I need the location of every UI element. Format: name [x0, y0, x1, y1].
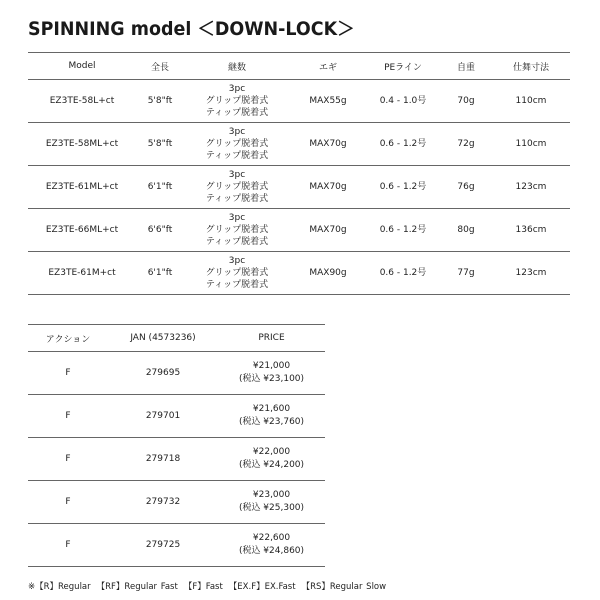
pe-cell: 0.6 - 1.2号	[366, 209, 440, 252]
grip-text: グリップ脱着式	[205, 139, 269, 149]
pe-cell: 0.6 - 1.2号	[366, 166, 440, 209]
grip-text: グリップ脱着式	[205, 225, 269, 235]
weight-cell: 77g	[440, 252, 492, 295]
header-price: PRICE	[218, 325, 325, 352]
pieces-text: 3pc	[228, 84, 246, 94]
length-cell: 6'6"ft	[136, 209, 184, 252]
header-model: Model	[28, 53, 136, 80]
joint-cell	[184, 209, 290, 252]
spec-row	[28, 166, 570, 209]
price-row	[28, 524, 325, 567]
price-row	[28, 352, 325, 395]
price-cell	[218, 352, 325, 395]
tip-text: ティップ脱着式	[205, 151, 269, 161]
model-cell: EZ3TE-61ML+ct	[28, 166, 136, 209]
price-row	[28, 395, 325, 438]
legend-item-regular-slow: 【RS】Regular Slow	[301, 582, 387, 592]
model-cell: EZ3TE-61M+ct	[28, 252, 136, 295]
closed-length-cell: 110cm	[492, 80, 570, 123]
tip-text: ティップ脱着式	[205, 108, 269, 118]
egi-cell: MAX90g	[290, 252, 366, 295]
joint-cell	[184, 166, 290, 209]
header-closed-length: 仕舞寸法	[492, 53, 570, 80]
pe-cell: 0.6 - 1.2号	[366, 252, 440, 295]
price-cell	[218, 524, 325, 567]
price-table	[28, 324, 325, 567]
grip-text: グリップ脱着式	[205, 182, 269, 192]
grip-text: グリップ脱着式	[205, 96, 269, 106]
tax-included-text: (税込 ¥25,300)	[238, 503, 305, 513]
jan-cell: 279718	[108, 438, 218, 481]
egi-cell: MAX70g	[290, 166, 366, 209]
closed-length-cell: 123cm	[492, 166, 570, 209]
length-cell: 5'8"ft	[136, 123, 184, 166]
pe-cell: 0.4 - 1.0号	[366, 80, 440, 123]
pieces-text: 3pc	[228, 170, 246, 180]
weight-cell: 70g	[440, 80, 492, 123]
egi-cell: MAX70g	[290, 209, 366, 252]
joint-cell	[184, 252, 290, 295]
price-header-row	[28, 325, 325, 352]
tip-text: ティップ脱着式	[205, 280, 269, 290]
tax-included-text: (税込 ¥23,760)	[238, 417, 305, 427]
pieces-text: 3pc	[228, 213, 246, 223]
header-pe-line: PEライン	[366, 53, 440, 80]
weight-cell: 72g	[440, 123, 492, 166]
model-cell: EZ3TE-66ML+ct	[28, 209, 136, 252]
header-jan: JAN (4573236)	[108, 325, 218, 352]
action-cell: F	[28, 524, 108, 567]
price-text: ¥21,600	[252, 404, 291, 414]
header-weight: 自重	[440, 53, 492, 80]
action-cell: F	[28, 352, 108, 395]
egi-cell: MAX70g	[290, 123, 366, 166]
pieces-text: 3pc	[228, 127, 246, 137]
price-cell	[218, 481, 325, 524]
jan-cell: 279725	[108, 524, 218, 567]
length-cell: 6'1"ft	[136, 252, 184, 295]
model-cell: EZ3TE-58L+ct	[28, 80, 136, 123]
egi-cell: MAX55g	[290, 80, 366, 123]
jan-cell: 279732	[108, 481, 218, 524]
closed-length-cell: 123cm	[492, 252, 570, 295]
spec-table	[28, 53, 570, 295]
tax-included-text: (税込 ¥24,860)	[238, 546, 305, 556]
tip-text: ティップ脱着式	[205, 194, 269, 204]
header-action: アクション	[28, 325, 108, 352]
header-length: 全長	[136, 53, 184, 80]
action-cell: F	[28, 395, 108, 438]
closed-length-cell: 136cm	[492, 209, 570, 252]
pe-cell: 0.6 - 1.2号	[366, 123, 440, 166]
price-text: ¥22,600	[252, 533, 291, 543]
tip-text: ティップ脱着式	[205, 237, 269, 247]
spec-row	[28, 80, 570, 123]
spec-row	[28, 209, 570, 252]
price-row	[28, 481, 325, 524]
jan-cell: 279701	[108, 395, 218, 438]
action-cell: F	[28, 438, 108, 481]
action-cell: F	[28, 481, 108, 524]
price-text: ¥23,000	[252, 490, 291, 500]
spec-row	[28, 252, 570, 295]
jan-cell: 279695	[108, 352, 218, 395]
legend-item-ex-fast: 【EX.F】EX.Fast	[228, 582, 296, 592]
length-cell: 5'8"ft	[136, 80, 184, 123]
closed-length-cell: 110cm	[492, 123, 570, 166]
price-text: ¥22,000	[252, 447, 291, 457]
weight-cell: 76g	[440, 166, 492, 209]
pieces-text: 3pc	[228, 256, 246, 266]
spec-header-row	[28, 53, 570, 80]
spec-row	[28, 123, 570, 166]
note-mark: ※	[28, 582, 36, 592]
joint-cell	[184, 123, 290, 166]
action-legend-footnote	[28, 580, 392, 592]
legend-item-fast: 【F】Fast	[183, 582, 223, 592]
header-egi: エギ	[290, 53, 366, 80]
joint-cell	[184, 80, 290, 123]
model-cell: EZ3TE-58ML+ct	[28, 123, 136, 166]
legend-item-regular-fast: 【RF】Regular Fast	[96, 582, 178, 592]
tax-included-text: (税込 ¥24,200)	[238, 460, 305, 470]
tax-included-text: (税込 ¥23,100)	[238, 374, 305, 384]
weight-cell: 80g	[440, 209, 492, 252]
price-cell	[218, 438, 325, 481]
grip-text: グリップ脱着式	[205, 268, 269, 278]
page-title: SPINNING model ＜DOWN-LOCK＞	[28, 18, 355, 40]
header-pieces: 継数	[184, 53, 290, 80]
legend-item-regular: 【R】Regular	[35, 582, 91, 592]
price-text: ¥21,000	[252, 361, 291, 371]
price-cell	[218, 395, 325, 438]
price-row	[28, 438, 325, 481]
length-cell: 6'1"ft	[136, 166, 184, 209]
